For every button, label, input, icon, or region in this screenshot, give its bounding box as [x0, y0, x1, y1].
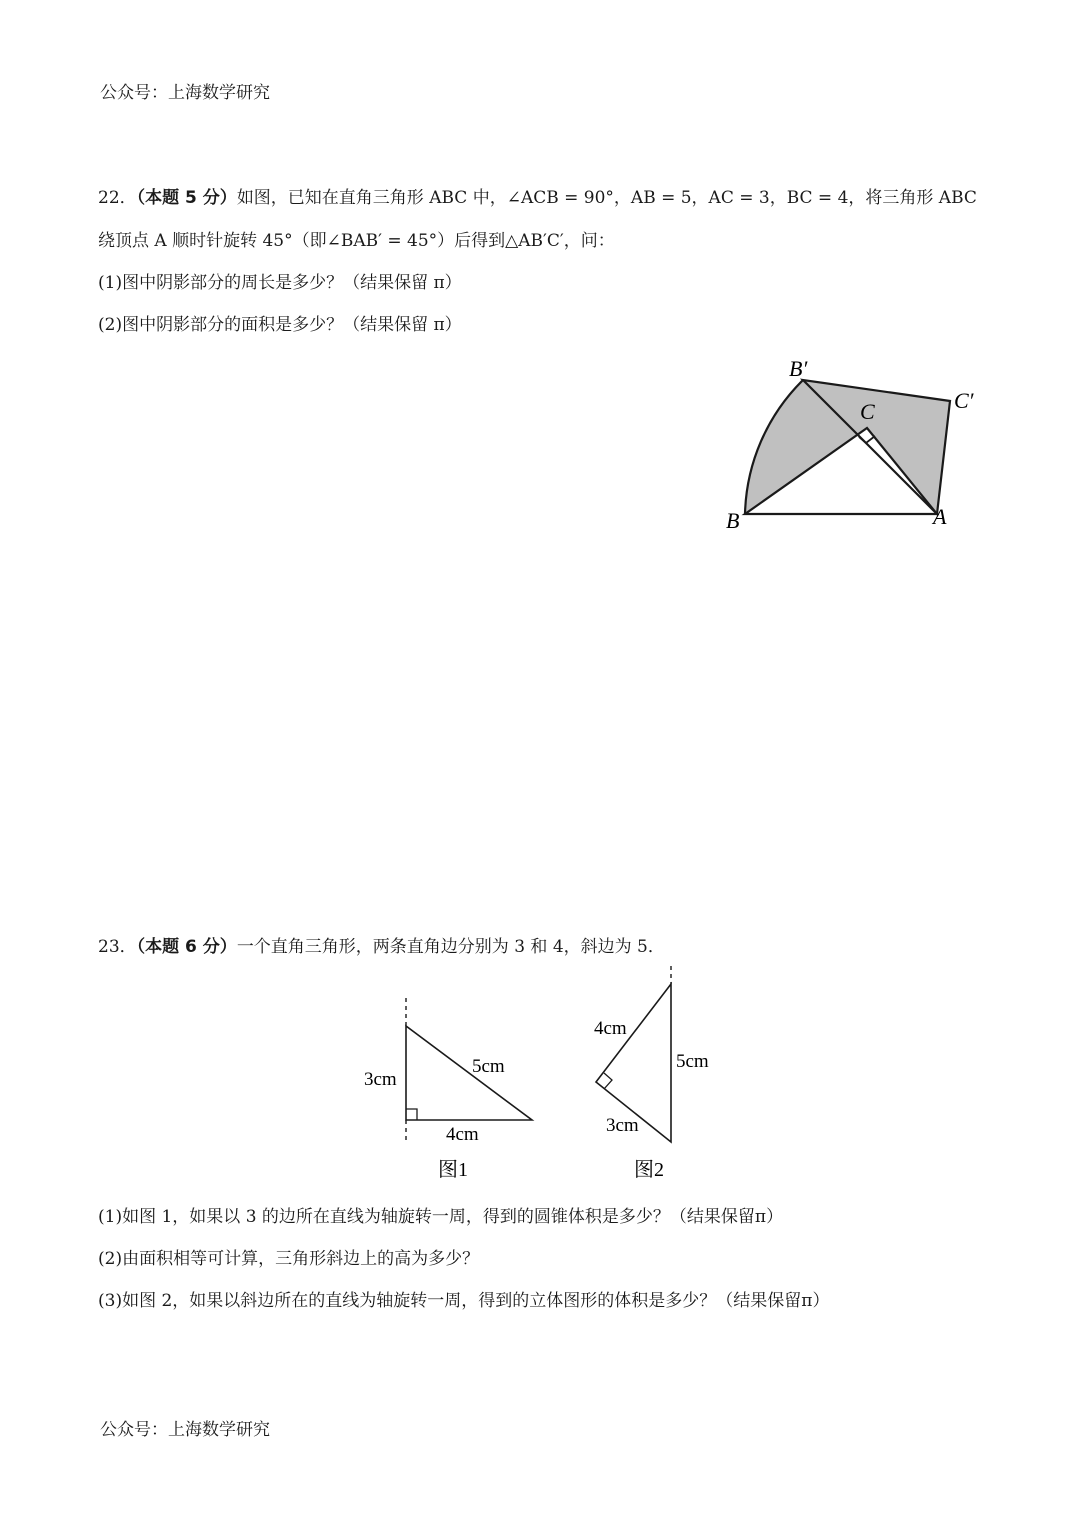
q23-subquestion-3: (3)如图 2，如果以斜边所在的直线为轴旋转一周，得到的立体图形的体积是多少？（结果保留π） [98, 1291, 830, 1311]
q22-number: 22． [98, 188, 137, 208]
page-header: 公众号：上海数学研究 [100, 83, 270, 103]
q23-stem [98, 932, 665, 957]
q23-fig2-label-hypotenuse: 5cm [676, 1051, 709, 1072]
q23-fig1-label-bottom: 4cm [446, 1124, 479, 1145]
q22-points: （本题 5 分） [136, 188, 237, 208]
q23-fig1-right-angle-mark [406, 1109, 417, 1120]
q23-fig1-caption: 图1 [438, 1159, 468, 1181]
q22-label-B-prime: B′ [789, 356, 808, 381]
q23-fig1-label-left: 3cm [364, 1069, 397, 1090]
q22-subquestion-2: (2)图中阴影部分的面积是多少？（结果保留 π） [98, 315, 462, 335]
page-footer: 公众号：上海数学研究 [100, 1420, 270, 1440]
q23-fig2-caption: 图2 [634, 1159, 664, 1181]
q23-points: （本题 6 分） [136, 937, 237, 957]
q23-fig1-label-hypotenuse: 5cm [472, 1056, 505, 1077]
q23-stem-text: 一个直角三角形，两条直角边分别为 3 和 4，斜边为 5． [236, 937, 665, 957]
q22-label-B: B [726, 508, 740, 533]
q22-label-A: A [933, 504, 947, 529]
q22-subquestion-1: (1)图中阴影部分的周长是多少？（结果保留 π） [98, 273, 462, 293]
q22-label-C-prime: C′ [954, 388, 974, 413]
q22-stem-line2: 绕顶点 A 顺时针旋转 45°（即∠BAB′ = 45°）后得到△AB′C′，问： [98, 231, 615, 251]
q23-subquestion-2: (2)由面积相等可计算，三角形斜边上的高为多少？ [98, 1249, 480, 1269]
q23-number: 23． [98, 937, 137, 957]
q23-fig1-triangle [406, 1026, 532, 1120]
q22-label-C: C [860, 399, 875, 424]
q23-fig2-right-angle-mark [604, 1073, 612, 1089]
q23-fig2-label-lower: 3cm [606, 1115, 639, 1136]
q23-fig2-label-upper: 4cm [594, 1018, 627, 1039]
q22-stem-text-1: 如图，已知在直角三角形 ABC 中，∠ACB = 90°，AB = 5，AC = 3，BC = 4，将三角形 ABC [236, 188, 977, 208]
q23-subquestion-1: (1)如图 1，如果以 3 的边所在直线为轴旋转一周，得到的圆锥体积是多少？（结果保留π） [98, 1207, 784, 1227]
